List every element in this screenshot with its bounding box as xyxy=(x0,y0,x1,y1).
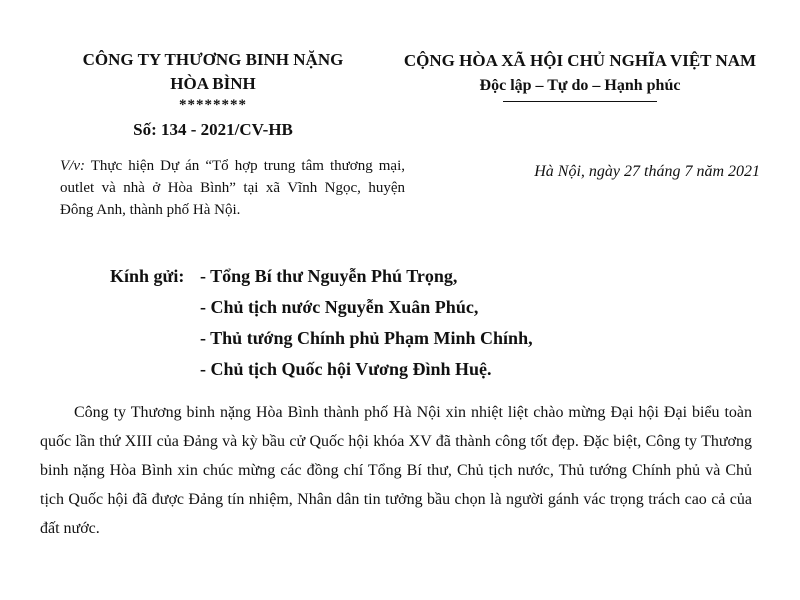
recipient-row xyxy=(110,292,750,323)
recipients-block xyxy=(110,261,750,385)
document-number: Số: 134 - 2021/CV-HB xyxy=(133,120,293,139)
place-and-date: Hà Nội, ngày 27 tháng 7 năm 2021 xyxy=(534,163,760,180)
stars-separator: ******** xyxy=(179,97,247,113)
recipient-item: - Thủ tướng Chính phủ Phạm Minh Chính, xyxy=(200,328,533,348)
recipient-item: - Chủ tịch nước Nguyễn Xuân Phúc, xyxy=(200,297,479,317)
company-name-line1: CÔNG TY THƯƠNG BINH NẶNG xyxy=(82,50,344,69)
recipient-row xyxy=(110,354,750,385)
national-header xyxy=(380,50,780,102)
national-motto: Độc lập – Tự do – Hạnh phúc xyxy=(479,77,681,94)
recipient-item: - Chủ tịch Quốc hội Vương Đình Huệ. xyxy=(200,359,492,379)
subject-text: Thực hiện Dự án “Tổ hợp trung tâm thương mại, outlet và nhà ở Hòa Bình” tại xã Vĩnh Ngọc, huyện Đông Anh, thành phố Hà Nội. xyxy=(60,158,405,218)
recipients-label: Kính gửi: xyxy=(110,266,185,286)
subject-line xyxy=(60,155,405,221)
recipient-row xyxy=(110,323,750,354)
nation-title: CỘNG HÒA XÃ HỘI CHỦ NGHĨA VIỆT NAM xyxy=(403,51,757,70)
subject-prefix: V/v: xyxy=(60,158,85,174)
recipient-item: - Tổng Bí thư Nguyễn Phú Trọng, xyxy=(200,266,458,286)
issuer-header xyxy=(48,48,378,142)
body-paragraph: Công ty Thương binh nặng Hòa Bình thành phố Hà Nội xin nhiệt liệt chào mừng Đại hội Đại biểu toàn quốc lần thứ XIII của Đảng và kỳ bầu cử Quốc hội khóa XV đã thành công tốt đẹp. Đặc biệt, Công ty Thương binh nặng Hòa Bình xin chúc mừng các đồng chí Tổng Bí thư, Chủ tịch nước, Thủ tướng Chính phủ và Chủ tịch Quốc hội đã được Đảng tín nhiệm, Nhân dân tin tưởng bầu chọn là người gánh vác trọng trách cao cả của đất nước. xyxy=(40,404,752,537)
recipient-row xyxy=(110,261,750,292)
company-name-line2: HÒA BÌNH xyxy=(170,74,256,93)
motto-underline xyxy=(503,101,657,102)
